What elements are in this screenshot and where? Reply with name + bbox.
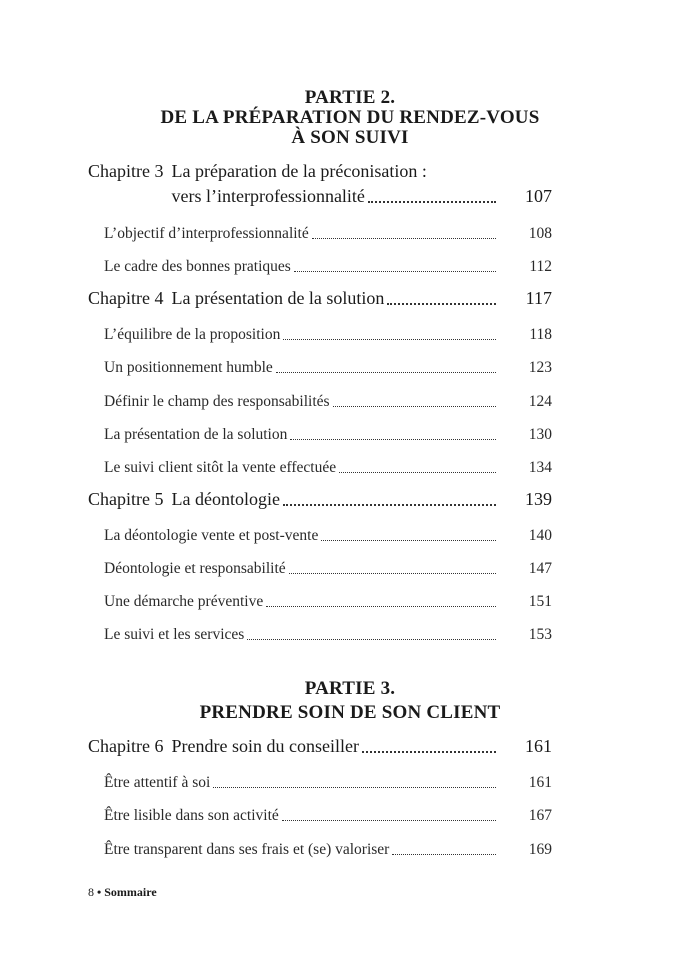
dot-leader: [283, 338, 496, 340]
page-number: 167: [528, 807, 552, 824]
section-title: Le suivi client sitôt la vente effectuée: [104, 459, 337, 476]
page-number: 153: [528, 626, 552, 643]
page-number: 124: [528, 393, 552, 410]
section-title: Déontologie et responsabilité: [104, 560, 286, 577]
section-title: Définir le champ des responsabilités: [104, 393, 330, 410]
toc-section[interactable]: [104, 221, 552, 243]
page-number: 108: [528, 225, 552, 242]
dot-leader: [282, 819, 496, 821]
page-number: 169: [528, 841, 552, 858]
dot-leader: [362, 750, 496, 753]
chapter-title: La présentation de la solution: [171, 288, 385, 308]
chapter-title: La préparation de la préconisation :: [171, 161, 427, 181]
page-number: 139: [525, 489, 552, 509]
page-number: 107: [525, 186, 552, 206]
chapter-number: Chapitre 4: [88, 288, 164, 308]
dot-leader: [387, 302, 496, 305]
toc-section[interactable]: [104, 837, 552, 859]
page-number: 117: [525, 288, 552, 308]
page-number: 147: [528, 560, 552, 577]
section-title: La déontologie vente et post-vente: [104, 527, 319, 544]
chapter-number: Chapitre 3: [88, 161, 164, 181]
page-number: 140: [528, 527, 552, 544]
toc-chapter[interactable]: [88, 287, 552, 309]
page-number: 130: [528, 426, 552, 443]
chapter-number: Chapitre 5: [88, 489, 164, 509]
toc-section[interactable]: [104, 622, 552, 644]
toc-section[interactable]: [104, 389, 552, 411]
dot-leader: [321, 539, 496, 541]
part-heading-line: PARTIE 3.: [304, 678, 396, 699]
section-title: L’objectif d’interprofessionnalité: [104, 225, 309, 242]
page-number: 8: [88, 885, 94, 899]
dot-leader: [392, 853, 496, 855]
section-title: La présentation de la solution: [104, 426, 288, 443]
page-number: 123: [528, 359, 552, 376]
part-heading-line: PRENDRE SOIN DE SON CLIENT: [199, 702, 501, 723]
toc-section[interactable]: [104, 455, 552, 477]
section-title: Être lisible dans son activité: [104, 807, 279, 824]
dot-leader: [213, 786, 496, 788]
section-title: Un positionnement humble: [104, 359, 273, 376]
section-title: Le suivi et les services: [104, 626, 245, 643]
part-heading-line: DE LA PRÉPARATION DU RENDEZ-VOUS: [160, 107, 540, 128]
toc-section[interactable]: [104, 523, 552, 545]
section-title: Être attentif à soi: [104, 774, 211, 791]
dot-leader: [294, 270, 496, 272]
toc-section[interactable]: [104, 556, 552, 578]
page-number: 134: [528, 459, 552, 476]
dot-leader: [290, 438, 496, 440]
chapter-title-continued: vers l’interprofessionnalité: [171, 186, 365, 206]
page-footer: [88, 885, 157, 900]
toc-section[interactable]: [104, 770, 552, 792]
part-heading-line: PARTIE 2.: [304, 87, 396, 108]
page-number: 161: [528, 774, 552, 791]
toc-section[interactable]: [104, 422, 552, 444]
dot-leader: [339, 471, 496, 473]
section-title: Une démarche préventive: [104, 593, 264, 610]
section-title: Le cadre des bonnes pratiques: [104, 258, 291, 275]
page-number: 151: [528, 593, 552, 610]
chapter-number: Chapitre 6: [88, 736, 164, 756]
page-number: 118: [529, 326, 552, 343]
section-title: Être transparent dans ses frais et (se) valoriser: [104, 841, 390, 858]
dot-leader: [266, 605, 496, 607]
chapter-title: La déontologie: [171, 489, 280, 509]
toc-section[interactable]: [104, 803, 552, 825]
toc-chapter[interactable]: [88, 488, 552, 510]
dot-leader: [276, 371, 496, 373]
toc-section[interactable]: [104, 589, 552, 611]
page-number: 161: [525, 736, 552, 756]
dot-leader: [368, 200, 496, 203]
dot-leader: [283, 503, 496, 506]
footer-section-label: Sommaire: [104, 885, 157, 899]
toc-section[interactable]: [104, 355, 552, 377]
dot-leader: [247, 638, 496, 640]
chapter-title: Prendre soin du conseiller: [171, 736, 359, 756]
footer-separator: •: [97, 885, 102, 899]
page-number: 112: [529, 258, 552, 275]
dot-leader: [289, 572, 496, 574]
section-title: L’équilibre de la proposition: [104, 326, 281, 343]
dot-leader: [333, 405, 496, 407]
toc-section[interactable]: [104, 254, 552, 276]
part-heading-line: À SON SUIVI: [291, 127, 409, 148]
toc-section[interactable]: [104, 322, 552, 344]
dot-leader: [312, 237, 496, 239]
toc-chapter[interactable]: [88, 735, 552, 757]
